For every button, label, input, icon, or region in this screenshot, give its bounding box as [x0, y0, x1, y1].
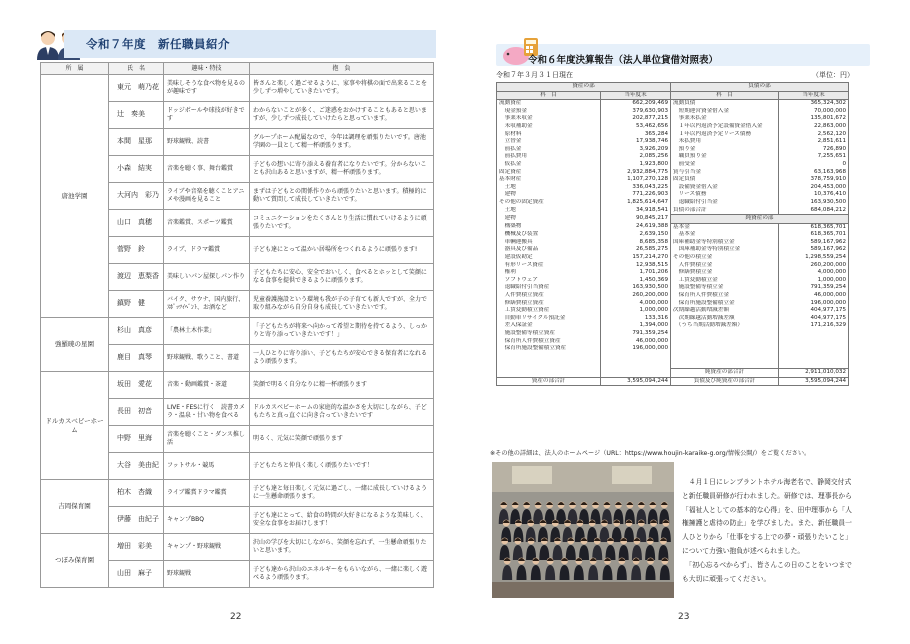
liab-item: １年以内返済予定リース債務: [671, 131, 779, 139]
group-photo: [492, 462, 674, 598]
balance-row: [497, 246, 849, 254]
liab-item: 保育所施設整備積立金: [671, 300, 779, 308]
staff-goal: 子どもたちに安心、安全でおいしく、食べるとホッとして笑顔になる食事を提供できるように頑張ります。: [250, 264, 434, 291]
asset-amount: 8,685,358: [601, 239, 671, 247]
asset-item: 仮払金: [497, 161, 601, 169]
staff-goal: 子ども達から沢山のエネルギーをもらいながら、一緒に楽しく遊べるよう頑張ります。: [250, 561, 434, 588]
liab-amount: 618,365,701: [779, 231, 849, 239]
balance-row: [497, 123, 849, 131]
asset-amount: 771,226,903: [601, 191, 671, 199]
liab-amount: 260,200,000: [779, 262, 849, 270]
asset-amount: 26,585,275: [601, 246, 671, 254]
liab-item: 退職給付引当金: [671, 199, 779, 207]
staff-hobby: ライブや音楽を聴くことアニメや漫画を見ること: [164, 183, 250, 210]
asset-amount: [601, 353, 671, 361]
liab-item: [671, 360, 779, 368]
asset-item: 建物: [497, 191, 601, 199]
staff-section-header: [64, 30, 436, 58]
staff-hobby: キャンプ・野球観戦: [164, 534, 250, 561]
liab-item: 預り金: [671, 146, 779, 154]
grand-total-row: [497, 377, 849, 386]
asset-item: 原材料: [497, 131, 601, 139]
balance-row: [497, 322, 849, 330]
asset-item: 土地: [497, 184, 601, 192]
liab-amount: 618,365,701: [779, 223, 849, 231]
table-row: [41, 372, 434, 399]
col-amount: 当年度末: [601, 91, 671, 100]
liab-item: [671, 353, 779, 361]
staff-goal: 児童養護施設という環境も我が子の子育ても新人ですが、全力で取り組みながら自分自身も成長していきたいです。: [250, 291, 434, 318]
asset-item: 器具及び備品: [497, 246, 601, 254]
asset-amount: 662,209,469: [601, 100, 671, 108]
staff-goal: 子ども達にとって温かい居場所をつくれるように頑張ります!: [250, 237, 434, 264]
asset-item: 基本財産: [497, 176, 601, 184]
liab-item: [671, 338, 779, 346]
blank-cell: [601, 368, 671, 377]
dept-karaike: 唐池学園: [41, 75, 109, 318]
staff-hobby: 美味しそうな食べ物を見るのが趣味です: [164, 75, 250, 102]
asset-item: ソフトウェア: [497, 277, 601, 285]
page-number-left: 22: [230, 612, 242, 622]
balance-row: [497, 108, 849, 116]
asset-item: 権利: [497, 269, 601, 277]
staff-goal: 笑顔で明るく自分なりに精一杯頑張ります: [250, 372, 434, 399]
staff-name: 小森 結実: [109, 156, 164, 183]
liab-amount: 1,000,000: [779, 277, 849, 285]
asset-item: 有形リース資産: [497, 262, 601, 270]
balance-row: [497, 315, 849, 323]
balance-row: [497, 115, 849, 123]
liab-amount: 7,255,651: [779, 153, 849, 161]
staff-hobby: キャンプBBQ: [164, 507, 250, 534]
balance-unit: （単位：円）: [812, 71, 854, 79]
balance-row: [497, 254, 849, 262]
balance-row: [497, 223, 849, 231]
asset-amount: 2,932,884,775: [601, 169, 671, 177]
liab-amount: 70,000,000: [779, 108, 849, 116]
asset-item: 保育所人件費積立資産: [497, 338, 601, 346]
liabilities-section-head: 負債の部: [671, 83, 849, 92]
staff-section-title: 令和７年度 新任職員紹介: [86, 37, 230, 51]
liab-item: 国庫補助金等特別積立金: [671, 246, 779, 254]
liab-item: 職員預り金: [671, 153, 779, 161]
staff-goal: 皆さんと楽しく過ごせるように、家事や将棋の面で出来ることを少しずつ増やしていきたいです。: [250, 75, 434, 102]
asset-amount: 379,630,903: [601, 108, 671, 116]
staff-hobby: 野球観戦: [164, 561, 250, 588]
blank-cell: [497, 368, 601, 377]
liab-item: 賞与引当金: [671, 169, 779, 177]
liab-amount: 404,977,175: [779, 315, 849, 323]
balance-date: 令和７年３月３１日現在: [496, 71, 573, 79]
balance-row: [497, 199, 849, 207]
liab-item: [671, 330, 779, 338]
staff-name: 東元 萌乃花: [109, 75, 164, 102]
asset-item: 修繕費積立資産: [497, 300, 601, 308]
asset-amount: 3,926,209: [601, 146, 671, 154]
staff-name: 杉山 真彦: [109, 318, 164, 345]
staff-goal: コミュニケーションをたくさんとり生活に慣れていけるように頑張りたいです。: [250, 210, 434, 237]
staff-goal: 子ども達にとって、給食の時間が大好きになるような美味しく、安全な食事をお届けします！: [250, 507, 434, 534]
liab-amount: 2,851,611: [779, 138, 849, 146]
balance-column-head-row: [497, 91, 849, 100]
staff-name: 鎮野 健: [109, 291, 164, 318]
header-dept: 所 属: [41, 63, 109, 75]
liab-item: [671, 345, 779, 353]
header-goal: 抱 負: [250, 63, 434, 75]
liab-amount: 135,801,672: [779, 115, 849, 123]
balance-sheet-table: [496, 82, 849, 386]
liab-item: その他の積立金: [671, 254, 779, 262]
liab-amount: 0: [779, 161, 849, 169]
balance-row: [497, 262, 849, 270]
liab-amount: [779, 330, 849, 338]
asset-amount: 1,701,206: [601, 269, 671, 277]
asset-amount: 133,316: [601, 315, 671, 323]
liab-amount: [779, 353, 849, 361]
liab-amount: 46,000,000: [779, 292, 849, 300]
staff-hobby: フットサル・競馬: [164, 453, 250, 480]
staff-hobby: 野球観戦、歌うこと、書道: [164, 345, 250, 372]
balance-row: [497, 184, 849, 192]
asset-item: 退職給付引当資産: [497, 284, 601, 292]
balance-row: [497, 292, 849, 300]
asset-amount: 157,214,270: [601, 254, 671, 262]
table-row: [41, 318, 434, 345]
liab-item: 固定負債: [671, 176, 779, 184]
finance-section-title: 令和６年度決算報告（法人単位貸借対照表）: [528, 55, 719, 66]
liab-item: 保育所人件費積立金: [671, 292, 779, 300]
asset-item: 人件費積立資産: [497, 292, 601, 300]
staff-name: 坂田 愛花: [109, 372, 164, 399]
liab-amount: 63,163,968: [779, 169, 849, 177]
asset-item: 流動資産: [497, 100, 601, 108]
asset-item: 工賃変動積立資産: [497, 307, 601, 315]
col-amount: 当年度末: [779, 91, 849, 100]
liab-amount: 2,562,120: [779, 131, 849, 139]
balance-row: [497, 100, 849, 108]
staff-goal: まずは子どもとの関係作りから頑張りたいと思います。積極的に動いて質問して成長していきたいです。: [250, 183, 434, 210]
balance-row: [497, 161, 849, 169]
liab-amount: 22,863,000: [779, 123, 849, 131]
liab-amount: 1,298,559,254: [779, 254, 849, 262]
staff-name: 増田 彩美: [109, 534, 164, 561]
asset-amount: 12,938,515: [601, 262, 671, 270]
asset-amount: 46,000,000: [601, 338, 671, 346]
asset-item: 前払費用: [497, 153, 601, 161]
balance-row: [497, 330, 849, 338]
liab-item: 工賃変動積立金: [671, 277, 779, 285]
liab-item: 次期繰越活動増減差額: [671, 315, 779, 323]
staff-goal: わからないことが多く、ご迷惑をおかけすることもあると思いますが、少しずつ成長していけたらと思っています。: [250, 102, 434, 129]
liab-amount: 684,084,212: [779, 207, 849, 215]
liab-amount: 204,453,000: [779, 184, 849, 192]
staff-name: 本間 星那: [109, 129, 164, 156]
asset-item: 土地: [497, 207, 601, 215]
staff-goal: 沢山の学びを大切にしながら、笑顔を忘れず、一生懸命頑張りたいと思います。: [250, 534, 434, 561]
col-kamoku: 科 目: [497, 91, 601, 100]
asset-item: その他の固定資産: [497, 199, 601, 207]
balance-row: [497, 345, 849, 353]
liab-item: 基本金: [671, 223, 779, 231]
liab-amount: 10,376,410: [779, 191, 849, 199]
asset-amount: 260,200,000: [601, 292, 671, 300]
staff-hobby: LIVE・FESに行く 読書カメラ・温泉・甘い物を食べる: [164, 399, 250, 426]
liab-item: 設備資金借入金: [671, 184, 779, 192]
asset-item: 自動車リサイクル預託金: [497, 315, 601, 323]
liab-amount: 404,977,175: [779, 307, 849, 315]
liab-amount: [779, 338, 849, 346]
liab-amount: 589,167,962: [779, 239, 849, 247]
new-staff-table: [40, 62, 434, 588]
net-total-row: [497, 368, 849, 377]
asset-amount: 1,450,369: [601, 277, 671, 285]
liab-item: 次期繰越活動増減差額: [671, 307, 779, 315]
asset-item: 機械及び装置: [497, 231, 601, 239]
asset-amount: 4,000,000: [601, 300, 671, 308]
staff-name: 大河内 彩乃: [109, 183, 164, 210]
asset-item: 未収補助金: [497, 123, 601, 131]
asset-total-amount: 3,595,094,244: [601, 377, 671, 386]
net-total-amount: 2,911,010,032: [779, 368, 849, 377]
asset-item: 現金預金: [497, 108, 601, 116]
net-total-label: 純資産の部合計: [671, 368, 779, 377]
liab-amount: [779, 345, 849, 353]
liab-amount: 726,890: [779, 146, 849, 154]
balance-row: [497, 353, 849, 361]
asset-item: 施設整備等積立資産: [497, 330, 601, 338]
liab-amount: 791,359,254: [779, 284, 849, 292]
balance-row: [497, 284, 849, 292]
asset-amount: 34,918,541: [601, 207, 671, 215]
staff-hobby: 美味しいパン屋探しパン作り: [164, 264, 250, 291]
staff-name: 山口 真穂: [109, 210, 164, 237]
staff-goal: 一人ひとりに寄り添い、子どもたちが安心できる保育者になれるよう頑張ります。: [250, 345, 434, 372]
asset-amount: 1,107,270,128: [601, 176, 671, 184]
homepage-note: ※その他の詳細は、法人のホームページ（URL：https://www.houjin-karaike-g.org/情報公開/）をご覧ください。: [490, 450, 811, 457]
header-name: 氏 名: [109, 63, 164, 75]
page-number-right: 23: [678, 612, 690, 622]
staff-goal: ドルカスベビーホームの家庭的な温かさを大切にしながら、子どもたちと真っ直ぐに向き合っていきたいです: [250, 399, 434, 426]
asset-item: 建物: [497, 215, 601, 224]
balance-row: [497, 300, 849, 308]
staff-hobby: 音楽を聴く事、舞台鑑賞: [164, 156, 250, 183]
liab-amount: 589,167,962: [779, 246, 849, 254]
liab-item: 流動負債: [671, 100, 779, 108]
staff-hobby: ライブ鑑賞ドラマ鑑賞: [164, 480, 250, 507]
balance-row: [497, 231, 849, 239]
asset-amount: 196,000,000: [601, 345, 671, 353]
balance-row: [497, 215, 849, 224]
article-paragraph-1: ４月１日にレンブラントホテル海老名で、静岡交付式と新任職員研修が行われました。研修では、理事長から「福祉人としての基本的な心得」を、田中理事から「人権擁護と虐待の防止」を学びました。また、新任職員一人ひとりから「仕事をする上での夢・頑張りたいこと」について力強い抱負が述べられました。: [682, 478, 852, 555]
liab-amount: [779, 360, 849, 368]
balance-row: [497, 176, 849, 184]
balance-row: [497, 307, 849, 315]
asset-amount: 1,394,000: [601, 322, 671, 330]
asset-item: 保育所施設整備積立資産: [497, 345, 601, 353]
liab-item: 負債の部合計: [671, 207, 779, 215]
liab-item: リース債務: [671, 191, 779, 199]
staff-name: 辻 奏美: [109, 102, 164, 129]
dept-yoshioka: 吉岡保育園: [41, 480, 109, 534]
table-row: [41, 534, 434, 561]
staff-name: 柏木 杏織: [109, 480, 164, 507]
asset-item: 前払金: [497, 146, 601, 154]
asset-item: 車輌運搬具: [497, 239, 601, 247]
asset-item: 事業未収金: [497, 115, 601, 123]
liab-item: （うち当期活動増減差額）: [671, 322, 779, 330]
asset-amount: 90,845,217: [601, 215, 671, 224]
staff-hobby: バイク、サウナ、国内旅行、ｽﾎﾟｯﾂｲﾍﾞﾝﾄ、お酒など: [164, 291, 250, 318]
staff-name: 中野 里海: [109, 426, 164, 453]
asset-amount: 17,938,746: [601, 138, 671, 146]
asset-item: 差入保証金: [497, 322, 601, 330]
asset-amount: 53,462,656: [601, 123, 671, 131]
liab-amount: 4,000,000: [779, 269, 849, 277]
asset-total-label: 資産の部合計: [497, 377, 601, 386]
table-header-row: [41, 63, 434, 75]
staff-hobby: 音楽・動画鑑賞・茶道: [164, 372, 250, 399]
staff-goal: 子ども達と毎日楽しく元気に過ごし、一緒に成長していけるように一生懸命頑張ります。: [250, 480, 434, 507]
liab-item: 国庫補助金等特別積立金: [671, 239, 779, 247]
balance-row: [497, 169, 849, 177]
asset-item: [497, 353, 601, 361]
liab-item: 短期運営資金借入金: [671, 108, 779, 116]
staff-name: 大谷 美由紀: [109, 453, 164, 480]
dept-tsubomi: つぼみ保育園: [41, 534, 109, 588]
staff-hobby: 音楽鑑賞、スポーツ鑑賞: [164, 210, 250, 237]
table-row: [41, 75, 434, 102]
staff-name: 渡辺 恵梨香: [109, 264, 164, 291]
asset-amount: 1,825,614,647: [601, 199, 671, 207]
liab-item: 未払費用: [671, 138, 779, 146]
staff-name: 長田 初音: [109, 399, 164, 426]
balance-row: [497, 277, 849, 285]
liab-item: 修繕費積立金: [671, 269, 779, 277]
col-kamoku: 科 目: [671, 91, 779, 100]
asset-item: 構築物: [497, 223, 601, 231]
balance-row: [497, 360, 849, 368]
liab-amount: 378,759,910: [779, 176, 849, 184]
balance-row: [497, 269, 849, 277]
asset-amount: 2,085,256: [601, 153, 671, 161]
balance-row: [497, 131, 849, 139]
balance-row: [497, 239, 849, 247]
staff-hobby: 音楽を聴くこと・ダンス推し活: [164, 426, 250, 453]
liab-item: 事業未払金: [671, 115, 779, 123]
asset-item: [497, 360, 601, 368]
asset-amount: 791,359,254: [601, 330, 671, 338]
dept-gora: 強羅暁の星園: [41, 318, 109, 372]
balance-row: [497, 338, 849, 346]
liab-item: １年以内返済予定設備資金借入金: [671, 123, 779, 131]
asset-amount: 202,877,215: [601, 115, 671, 123]
liab-item: 施設整備等積立金: [671, 284, 779, 292]
table-row: [41, 480, 434, 507]
liab-amount: 171,216,329: [779, 322, 849, 330]
balance-row: [497, 146, 849, 154]
liab-net-total-label: 負債及び純資産の部合計: [671, 377, 779, 386]
staff-name: 菅野 鈴: [109, 237, 164, 264]
staff-hobby: 「農林土木作業」: [164, 318, 250, 345]
liab-item: 基本金: [671, 231, 779, 239]
staff-goal: 「子どもたちが将来へ向かって希望と期待を持てるよう、しっかりと寄り添っていきたいです！」: [250, 318, 434, 345]
dept-dorcas: ドルカスベビーホーム: [41, 372, 109, 480]
asset-amount: 2,639,150: [601, 231, 671, 239]
staff-goal: 子どもたちと仲良く楽しく頑張りたいです！: [250, 453, 434, 480]
staff-hobby: ライブ、ドラマ鑑賞: [164, 237, 250, 264]
header-hobby: 趣味・特技: [164, 63, 250, 75]
liab-amount: 365,324,302: [779, 100, 849, 108]
liab-item: 人件費積立金: [671, 262, 779, 270]
liab-item: 前受金: [671, 161, 779, 169]
net-assets-section-head: 純資産の部: [671, 215, 849, 224]
asset-item: 立替金: [497, 138, 601, 146]
balance-row: [497, 207, 849, 215]
training-article: [682, 476, 858, 586]
staff-name: 山田 麻子: [109, 561, 164, 588]
staff-goal: 子どもの想いに寄り添える養育者になりたいです。分からないことも沢山あると思いますが、精一杯頑張ります。: [250, 156, 434, 183]
balance-row: [497, 191, 849, 199]
asset-amount: 1,923,800: [601, 161, 671, 169]
staff-name: 鹿目 真琴: [109, 345, 164, 372]
asset-item: 固定資産: [497, 169, 601, 177]
staff-hobby: 野球観戦、読書: [164, 129, 250, 156]
asset-amount: 365,284: [601, 131, 671, 139]
liab-amount: 163,930,500: [779, 199, 849, 207]
liab-net-total-amount: 3,595,094,244: [779, 377, 849, 386]
asset-amount: 24,619,388: [601, 223, 671, 231]
balance-row: [497, 153, 849, 161]
asset-amount: 163,930,500: [601, 284, 671, 292]
asset-amount: 336,043,225: [601, 184, 671, 192]
article-paragraph-2: 「初心忘るべからず」、皆さんこの日のことをいつまでも大切に頑張ってください。: [682, 560, 852, 583]
assets-section-head: 資産の部: [497, 83, 671, 92]
staff-name: 伊藤 由紀子: [109, 507, 164, 534]
asset-item: 建設仮勘定: [497, 254, 601, 262]
balance-section-head-row: [497, 83, 849, 92]
staff-goal: 明るく、元気に笑顔で頑張ります: [250, 426, 434, 453]
asset-amount: [601, 360, 671, 368]
asset-amount: 1,000,000: [601, 307, 671, 315]
liab-amount: 196,000,000: [779, 300, 849, 308]
staff-goal: グループホーム配属なので、今年は調理を頑張りたいです。唐池学園の一員として精一杯頑張ります。: [250, 129, 434, 156]
balance-row: [497, 138, 849, 146]
staff-hobby: ドッジボールや球技が好きです: [164, 102, 250, 129]
